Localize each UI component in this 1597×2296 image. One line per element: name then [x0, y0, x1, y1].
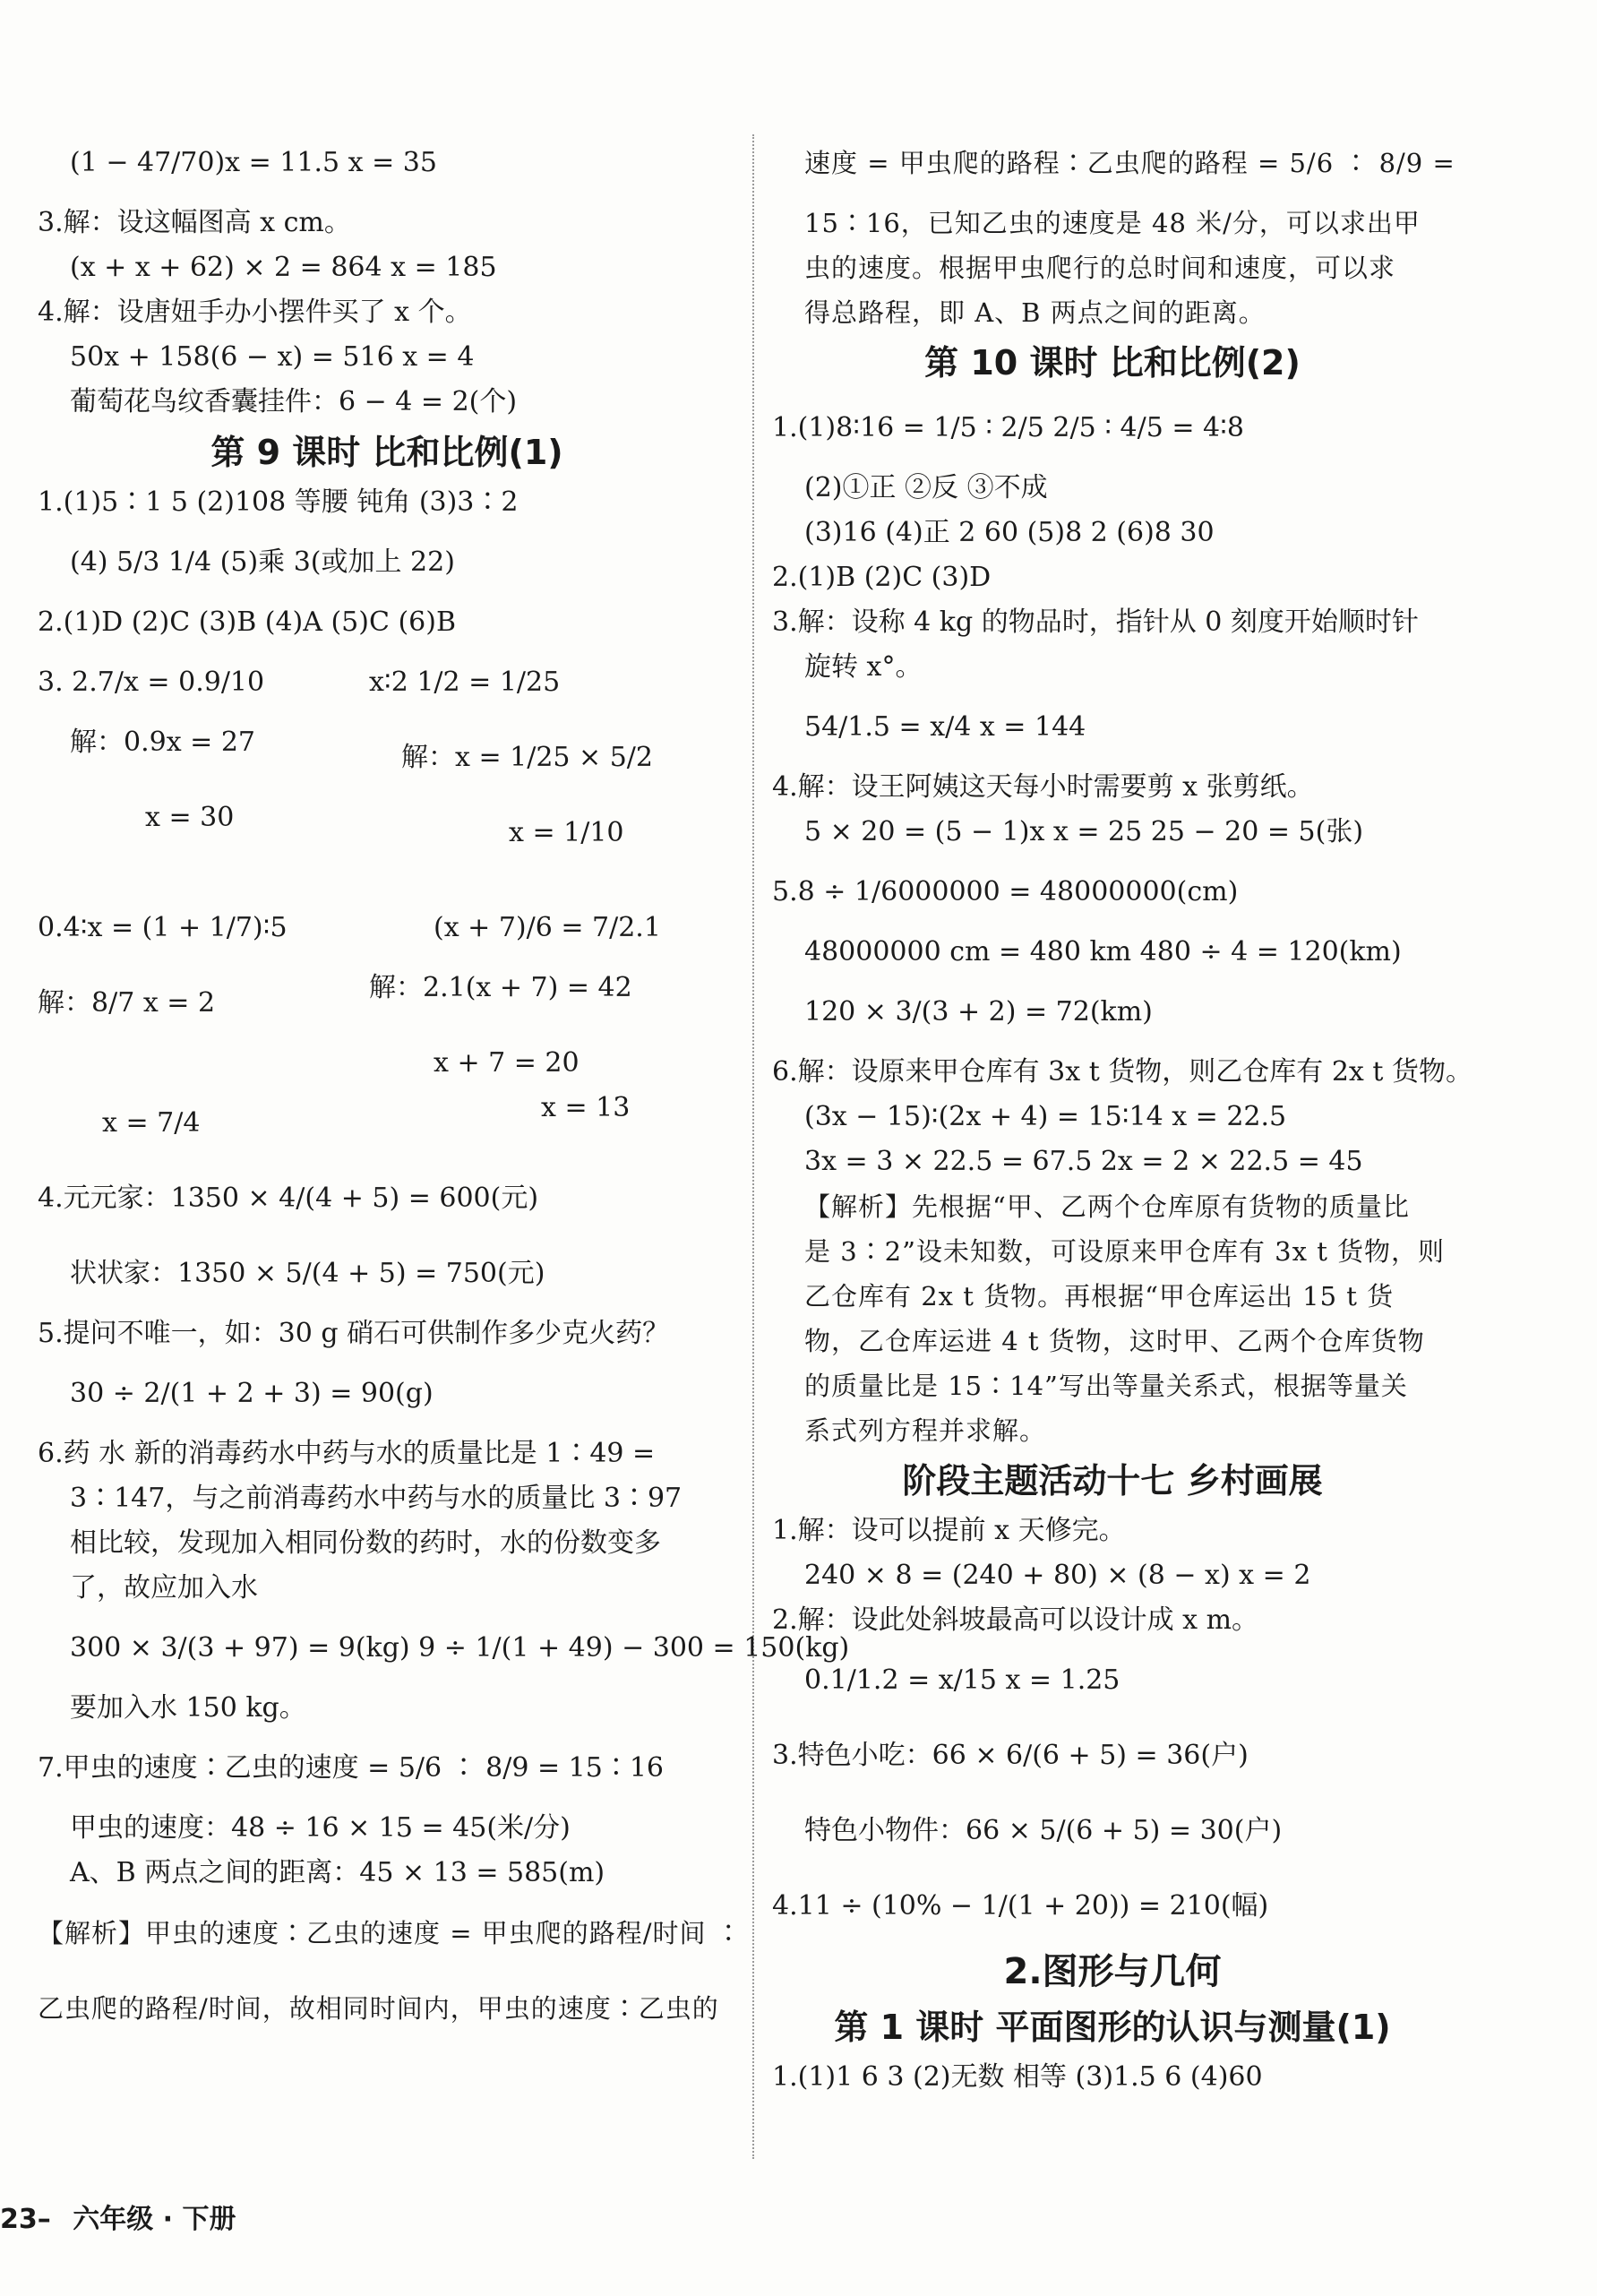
answer-line: 葡萄花鸟纹香囊挂件：6 − 4 = 2(个): [70, 386, 518, 417]
equation: 解：x = 1/25 × 5/2: [401, 742, 653, 773]
answer-line: 1.(1)1 6 3 (2)无数 相等 (3)1.5 6 (4)60: [772, 2061, 1263, 2093]
answer-line: 旋转 x°。: [804, 651, 923, 683]
analysis-line: 虫的速度。根据甲虫爬行的总时间和速度，可以求: [804, 253, 1396, 283]
answer-line: 3.解：设这幅图高 x cm。: [38, 207, 351, 238]
answer-line: 4.元元家：1350 × 4/(4 + 5) = 600(元): [38, 1182, 539, 1214]
answer-line: 50x + 158(6 − x) = 516 x = 4: [70, 341, 475, 373]
answer-line: 2.(1)B (2)C (3)D: [772, 562, 992, 593]
equation: 0.4∶x = (1 + 1/7)∶5: [38, 912, 288, 943]
equation: [38, 1041, 369, 1086]
answer-line: 5 × 20 = (5 − 1)x x = 25 25 − 20 = 5(张): [804, 816, 1364, 847]
answer-line: 相比较，发现加入相同份数的药时，水的份数变多: [70, 1527, 661, 1559]
answer-line: 了，故应加入水: [70, 1572, 258, 1604]
answer-line: 4.解：设王阿姨这天每小时需要剪 x 张剪纸。: [772, 771, 1314, 803]
answer-line: 2.(1)D (2)C (3)B (4)A (5)C (6)B: [38, 606, 456, 638]
answer-line: 3x = 3 × 22.5 = 67.5 2x = 2 × 22.5 = 45: [804, 1146, 1363, 1177]
right-column: [772, 125, 1473, 2100]
analysis-line: 得总路程，即 A、B 两点之间的距离。: [804, 297, 1266, 328]
answer-line: (1 − 47/70)x = 11.5 x = 35: [70, 147, 437, 178]
answer-line: 30 ÷ 2/(1 + 2 + 3) = 90(g): [70, 1378, 434, 1409]
answer-line: 2.解：设此处斜坡最高可以设计成 x m。: [772, 1604, 1259, 1636]
analysis-line: 速度 = 甲虫爬的路程∶乙虫爬的路程 = 5/6 ∶ 8/9 =: [804, 148, 1455, 178]
equation: 解：2.1(x + 7) = 42: [369, 972, 632, 1003]
answer-line: 4.解：设唐妞手办小摆件买了 x 个。: [38, 297, 472, 328]
answer-line: A、B 两点之间的距离：45 × 13 = 585(m): [70, 1857, 605, 1888]
equation-pair: [38, 720, 736, 795]
equation-pair: [38, 966, 736, 1041]
page-footer: [0, 2197, 249, 2236]
equation: 解：0.9x = 27: [70, 727, 256, 758]
equation-pair: [38, 1086, 736, 1161]
equation: (x + 7)/6 = 7/2.1: [434, 912, 661, 943]
analysis-line: 的质量比是 15∶14”写出等量关系式，根据等量关: [804, 1371, 1408, 1401]
answer-line: 3.特色小吃：66 × 6/(6 + 5) = 36(户): [772, 1740, 1249, 1771]
section-heading: 第 1 课时 平面图形的认识与测量(1): [834, 2008, 1391, 2047]
section-heading: 第 9 课时 比和比例(1): [210, 433, 563, 472]
analysis-line: 是 3∶2”设未知数，可设原来甲仓库有 3x t 货物，则: [804, 1236, 1446, 1267]
answer-line: 1.解：设可以提前 x 天修完。: [772, 1515, 1126, 1546]
answer-line: 300 × 3/(3 + 97) = 9(kg) 9 ÷ 1/(1 + 49) − 300 = 150(kg): [70, 1632, 850, 1664]
column-divider: [752, 134, 754, 2159]
equation: x = 1/10: [509, 817, 624, 848]
equation: x = 13: [541, 1092, 631, 1123]
section-heading: 阶段主题活动十七 乡村画展: [902, 1461, 1323, 1501]
answer-line: (3x − 15)∶(2x + 4) = 15∶14 x = 22.5: [804, 1101, 1287, 1132]
answer-line: 5.提问不唯一，如：30 g 硝石可供制作多少克火药？: [38, 1318, 670, 1349]
answer-line: (2)①正 ②反 ③不成: [804, 472, 1048, 503]
equation: x∶2 1/2 = 1/25: [369, 666, 561, 698]
analysis-line: 系式列方程并求解。: [804, 1415, 1047, 1446]
answer-line: (3)16 (4)正 2 60 (5)8 2 (6)8 30: [804, 517, 1215, 548]
analysis-line: 15∶16，已知乙虫的速度是 48 米/分，可以求出甲: [804, 208, 1421, 238]
answer-line: 7.甲虫的速度∶乙虫的速度 = 5/6 ∶ 8/9 = 15∶16: [38, 1752, 665, 1784]
answer-line: 6.药 水 新的消毒药水中药与水的质量比是 1∶49 =: [38, 1438, 656, 1469]
analysis-line: 物，乙仓库运进 4 t 货物，这时甲、乙两个仓库货物: [804, 1326, 1425, 1356]
answer-line: 特色小物件：66 × 5/(6 + 5) = 30(户): [804, 1815, 1283, 1846]
answer-line: 5.8 ÷ 1/6000000 = 48000000(cm): [772, 876, 1239, 907]
equation-pair: [38, 890, 736, 966]
answer-line: 要加入水 150 kg。: [70, 1692, 306, 1724]
answer-line: 1.(1)8∶16 = 1/5 ∶ 2/5 2/5 ∶ 4/5 = 4∶8: [772, 412, 1245, 443]
left-column: [38, 125, 850, 2046]
equation: x = 30: [145, 802, 235, 833]
analysis-line: 【解析】甲虫的速度∶乙虫的速度 = 甲虫爬的路程/时间 ∶: [38, 1918, 743, 1948]
answer-line: (x + x + 62) × 2 = 864 x = 185: [70, 252, 497, 283]
answer-line: 3.解：设称 4 kg 的物品时，指针从 0 刻度开始顺时针: [772, 606, 1419, 638]
chapter-heading: 2.图形与几何: [1003, 1951, 1222, 1992]
equation-pair: [38, 795, 736, 871]
analysis-line: 【解析】先根据“甲、乙两个仓库原有货物的质量比: [804, 1191, 1410, 1222]
answer-line: 4.11 ÷ (10% − 1/(1 + 20)) = 210(幅): [772, 1890, 1269, 1922]
equation-pair: [38, 1041, 736, 1086]
analysis-line: 乙虫爬的路程/时间，故相同时间内，甲虫的速度∶乙虫的: [38, 1993, 719, 2024]
equation-pair: [38, 645, 736, 720]
equation: x + 7 = 20: [434, 1047, 580, 1079]
answer-line: 48000000 cm = 480 km 480 ÷ 4 = 120(km): [804, 936, 1402, 967]
page-number: 23–: [0, 2204, 51, 2235]
answer-line: 0.1/1.2 = x/15 x = 1.25: [804, 1664, 1120, 1696]
answer-line: 240 × 8 = (240 + 80) × (8 − x) x = 2: [804, 1560, 1311, 1591]
answer-line: 1.(1)5∶1 5 (2)108 等腰 钝角 (3)3∶2: [38, 486, 519, 518]
analysis-line: 乙仓库有 2x t 货物。再根据“甲仓库运出 15 t 货: [804, 1281, 1395, 1311]
answer-line: 120 × 3/(3 + 2) = 72(km): [804, 996, 1153, 1028]
equation: 解：8/7 x = 2: [38, 987, 216, 1019]
answer-line: 状状家：1350 × 5/(4 + 5) = 750(元): [70, 1258, 545, 1289]
section-heading: 第 10 课时 比和比例(2): [924, 343, 1301, 383]
equation: x = 7/4: [102, 1107, 201, 1139]
answer-line: 54/1.5 = x/4 x = 144: [804, 711, 1086, 743]
answer-line: 6.解：设原来甲仓库有 3x t 货物，则乙仓库有 2x t 货物。: [772, 1056, 1473, 1088]
answer-line: 3∶147，与之前消毒药水中药与水的质量比 3∶97: [70, 1483, 683, 1514]
answer-line: (4) 5/3 1/4 (5)乘 3(或加上 22): [70, 546, 455, 578]
answer-line: 甲虫的速度：48 ÷ 16 × 15 = 45(米/分): [70, 1812, 571, 1844]
grade-label: 六年级 · 下册: [73, 2204, 236, 2235]
equation: 3. 2.7/x = 0.9/10: [38, 666, 265, 698]
spacer: [38, 871, 736, 890]
